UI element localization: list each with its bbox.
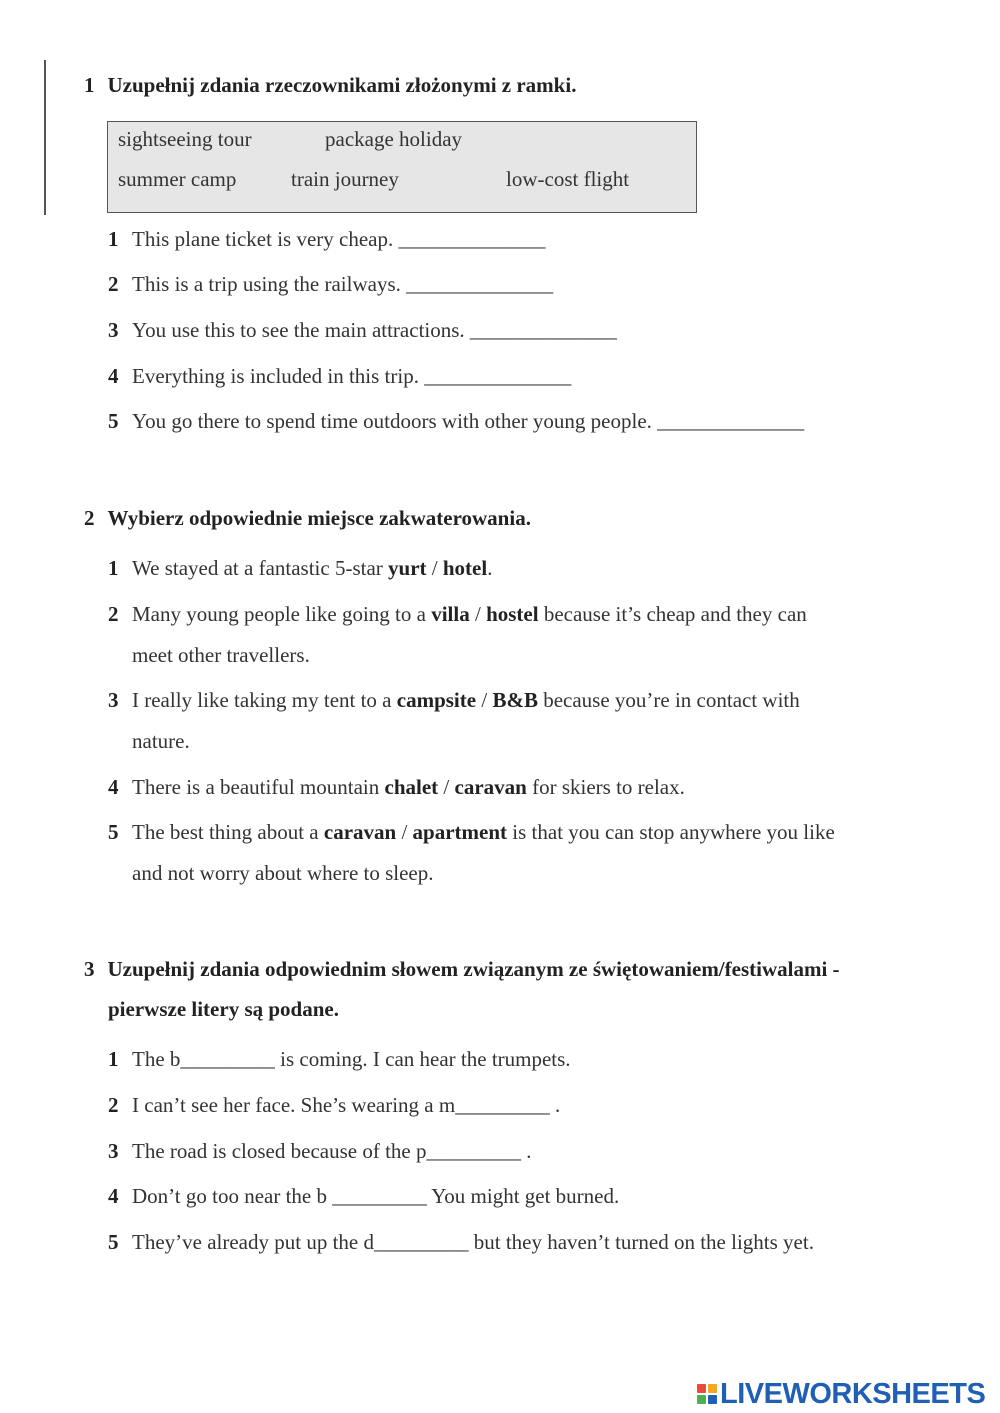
option-separator: / <box>469 602 487 626</box>
item-number: 1 <box>108 1047 119 1071</box>
exercise2-item <box>108 775 685 800</box>
exercise2-heading <box>84 506 531 531</box>
liveworksheets-logo[interactable] <box>697 1378 985 1410</box>
item-text: Everything is included in this trip. ______________ <box>132 364 572 388</box>
item-number: 4 <box>108 1184 119 1208</box>
item-text: You use this to see the main attractions. ______________ <box>132 318 617 342</box>
item-continuation: and not worry about where to sleep. <box>132 861 434 885</box>
item-text: This plane ticket is very cheap. ______________ <box>132 227 546 251</box>
item-text: You go there to spend time outdoors with other young people. ______________ <box>132 409 805 433</box>
option-a: campsite <box>396 688 477 712</box>
item-text: They’ve already put up the d_________ but they haven’t turned on the lights yet. <box>132 1230 814 1254</box>
option-a: chalet <box>384 775 439 799</box>
exercise3-item <box>108 1047 571 1072</box>
exercise3-title: Uzupełnij zdania odpowiednim słowem związanym ze świętowaniem/festiwalami - <box>107 957 840 981</box>
exercise2-item <box>108 602 807 627</box>
item-text: The b_________ is coming. I can hear the trumpets. <box>132 1047 571 1071</box>
exercise3-item <box>108 1184 619 1209</box>
item-text: is that you can stop anywhere you like <box>507 820 835 844</box>
item-text: I can’t see her face. She’s wearing a m_________ . <box>132 1093 561 1117</box>
exercise2-title: Wybierz odpowiednie miejsce zakwaterowania. <box>107 506 531 530</box>
item-number: 5 <box>108 820 119 844</box>
option-separator: / <box>426 556 443 580</box>
option-a: caravan <box>323 820 397 844</box>
exercise3-item <box>108 1093 560 1118</box>
item-number: 1 <box>108 227 119 251</box>
exercise1-item <box>108 318 617 343</box>
logo-square <box>697 1384 706 1393</box>
option-b: B&B <box>492 688 538 712</box>
item-number: 4 <box>108 775 119 799</box>
logo-square <box>697 1395 706 1404</box>
exercise1-item <box>108 364 571 389</box>
logo-square <box>708 1384 717 1393</box>
item-number: 5 <box>108 1230 119 1254</box>
exercise1-item <box>108 227 546 252</box>
item-number: 5 <box>108 409 119 433</box>
exercise1-number: 1 <box>84 73 95 97</box>
exercise3-heading <box>84 957 840 982</box>
exercise2-number: 2 <box>84 506 95 530</box>
word-box-item: summer camp <box>118 167 237 191</box>
option-separator: / <box>476 688 493 712</box>
item-number: 2 <box>108 1093 119 1117</box>
item-number: 3 <box>108 318 119 342</box>
item-text: There is a beautiful mountain <box>132 775 385 799</box>
item-text: . <box>487 556 493 580</box>
option-b: caravan <box>454 775 527 799</box>
option-b: hostel <box>486 602 539 626</box>
exercise3-title-continuation: pierwsze litery są podane. <box>108 997 339 1021</box>
item-number: 3 <box>108 688 119 712</box>
word-box-item: package holiday <box>325 127 463 151</box>
item-text: I really like taking my tent to a <box>132 688 397 712</box>
item-number: 4 <box>108 364 119 388</box>
logo-text: LIVEWORKSHEETS <box>720 1377 986 1410</box>
exercise1-item <box>108 409 804 434</box>
logo-mark-icon <box>697 1384 717 1404</box>
option-b: apartment <box>412 820 508 844</box>
option-a: yurt <box>388 556 427 580</box>
word-box-item: sightseeing tour <box>118 127 252 151</box>
exercise3-number: 3 <box>84 957 95 981</box>
exercise3-item <box>108 1139 531 1164</box>
exercise2-item <box>108 688 800 713</box>
item-text: We stayed at a fantastic 5-star <box>132 556 389 580</box>
item-text: Don’t go too near the b _________ You might get burned. <box>132 1184 620 1208</box>
item-text: because it’s cheap and they can <box>538 602 807 626</box>
exercise2-item <box>108 820 835 845</box>
option-a: villa <box>431 602 470 626</box>
item-text: because you’re in contact with <box>537 688 800 712</box>
item-number: 2 <box>108 602 119 626</box>
word-box <box>107 121 697 213</box>
item-text: The road is closed because of the p_________ . <box>132 1139 532 1163</box>
item-number: 2 <box>108 272 119 296</box>
margin-rule <box>44 60 46 215</box>
word-box-item: train journey <box>291 167 399 191</box>
exercise3-item <box>108 1230 814 1255</box>
exercise1-heading <box>84 73 576 98</box>
item-text: Many young people like going to a <box>132 602 432 626</box>
exercise1-title: Uzupełnij zdania rzeczownikami złożonymi z ramki. <box>107 73 577 97</box>
item-number: 3 <box>108 1139 119 1163</box>
word-box-item: low-cost flight <box>506 167 630 191</box>
exercise1-item <box>108 272 553 297</box>
exercise2-item <box>108 556 492 581</box>
item-text: This is a trip using the railways. ______________ <box>132 272 554 296</box>
logo-square <box>708 1395 717 1404</box>
item-text: for skiers to relax. <box>526 775 685 799</box>
item-text: The best thing about a <box>132 820 324 844</box>
option-separator: / <box>438 775 455 799</box>
item-continuation: meet other travellers. <box>132 643 310 667</box>
item-continuation: nature. <box>132 729 190 753</box>
option-b: hotel <box>442 556 488 580</box>
option-separator: / <box>396 820 413 844</box>
item-number: 1 <box>108 556 119 580</box>
